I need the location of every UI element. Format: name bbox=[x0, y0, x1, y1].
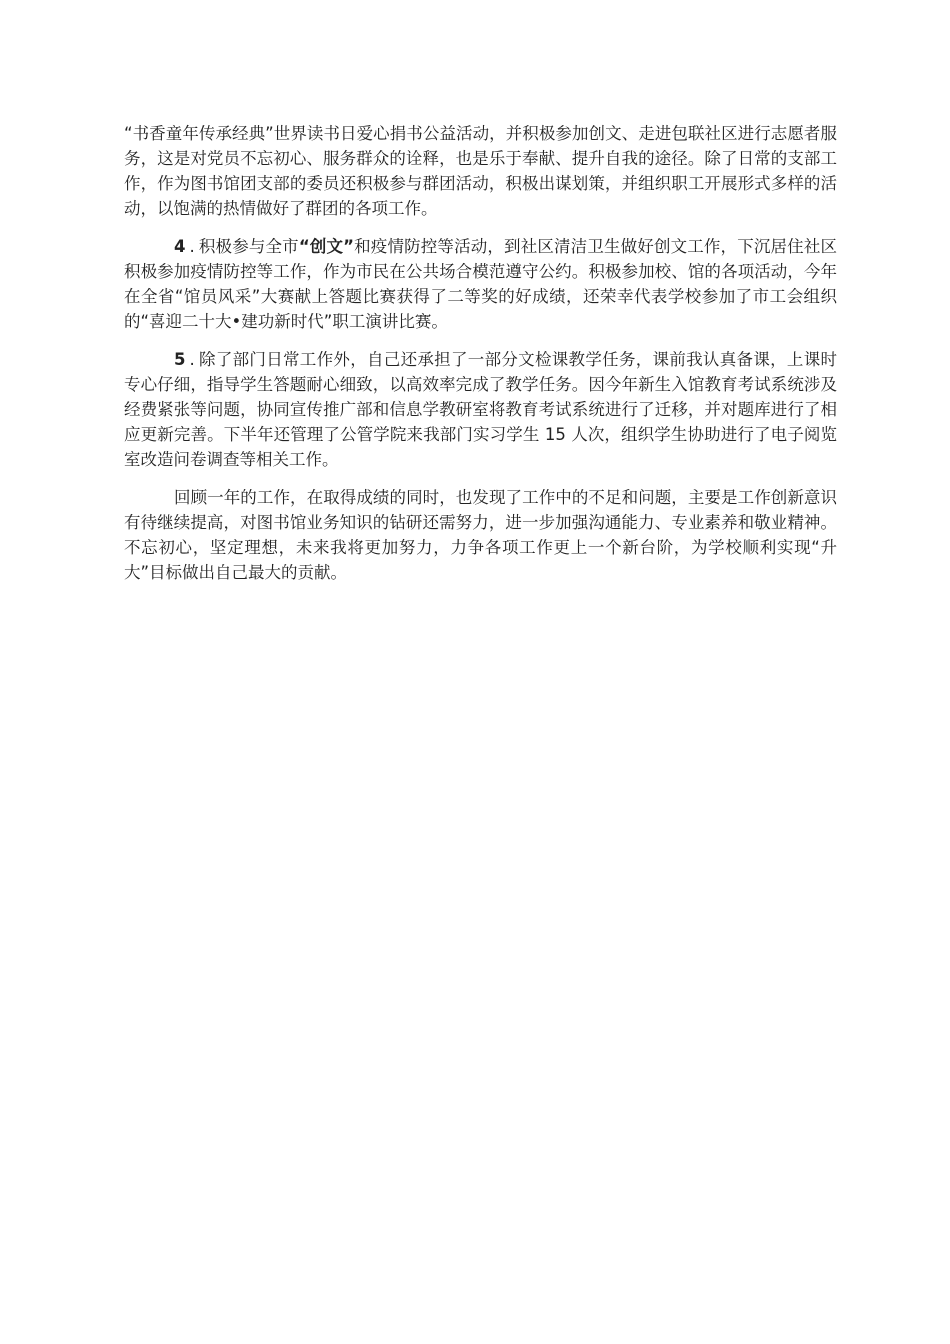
document-page bbox=[124, 121, 837, 598]
quoted-term: “创文” bbox=[298, 237, 354, 256]
item-separator: . bbox=[189, 350, 195, 369]
paragraph-continuation bbox=[124, 121, 837, 221]
paragraph-summary bbox=[124, 485, 837, 585]
item-number: 4 bbox=[174, 237, 186, 256]
item-separator: . bbox=[189, 237, 195, 256]
item-number: 5 bbox=[174, 350, 186, 369]
paragraph-text: 回顾一年的工作，在取得成绩的同时，也发现了工作中的不足和问题，主要是工作创新意识有待继续提高，对图书馆业务知识的钻研还需努力，进一步加强沟通能力、专业素养和敬业精神。不忘初心，坚定理想，未来我将更加努力，力争各项工作更上一个新台阶，为学校顺利实现“升大”目标做出自己最大的贡献。 bbox=[124, 488, 837, 582]
paragraph-item-5 bbox=[124, 347, 837, 472]
paragraph-text: 和疫情防控等活动，到社区清洁卫生做好创文工作，下沉居住社区积极参加疫情防控等工作，作为市民在公共场合模范遵守公约。积极参加校、馆的各项活动，今年在全省“馆员风采”大赛献上答题比赛获得了二等奖的好成绩，还荣幸代表学校参加了市工会组织的“喜迎二十大•建功新时代”职工演讲比赛。 bbox=[124, 237, 837, 331]
paragraph-text: “书香童年传承经典”世界读书日爱心捐书公益活动，并积极参加创文、走进包联社区进行志愿者服务，这是对党员不忘初心、服务群众的诠释，也是乐于奉献、提升自我的途径。除了日常的支部工作，作为图书馆团支部的委员还积极参与群团活动，积极出谋划策，并组织职工开展形式多样的活动，以饱满的热情做好了群团的各项工作。 bbox=[124, 124, 837, 218]
paragraph-text-before: 积极参与全市 bbox=[198, 237, 299, 256]
paragraph-item-4 bbox=[124, 234, 837, 334]
paragraph-text: 除了部门日常工作外，自己还承担了一部分文检课教学任务，课前我认真备课，上课时专心仔细，指导学生答题耐心细致，以高效率完成了教学任务。因今年新生入馆教育考试系统涉及经费紧张等问题，协同宣传推广部和信息学教研室将教育考试系统进行了迁移，并对题库进行了相应更新完善。下半年还管理了公管学院来我部门实习学生 15 人次，组织学生协助进行了电子阅览室改造问卷调查等相关工作。 bbox=[124, 350, 837, 469]
